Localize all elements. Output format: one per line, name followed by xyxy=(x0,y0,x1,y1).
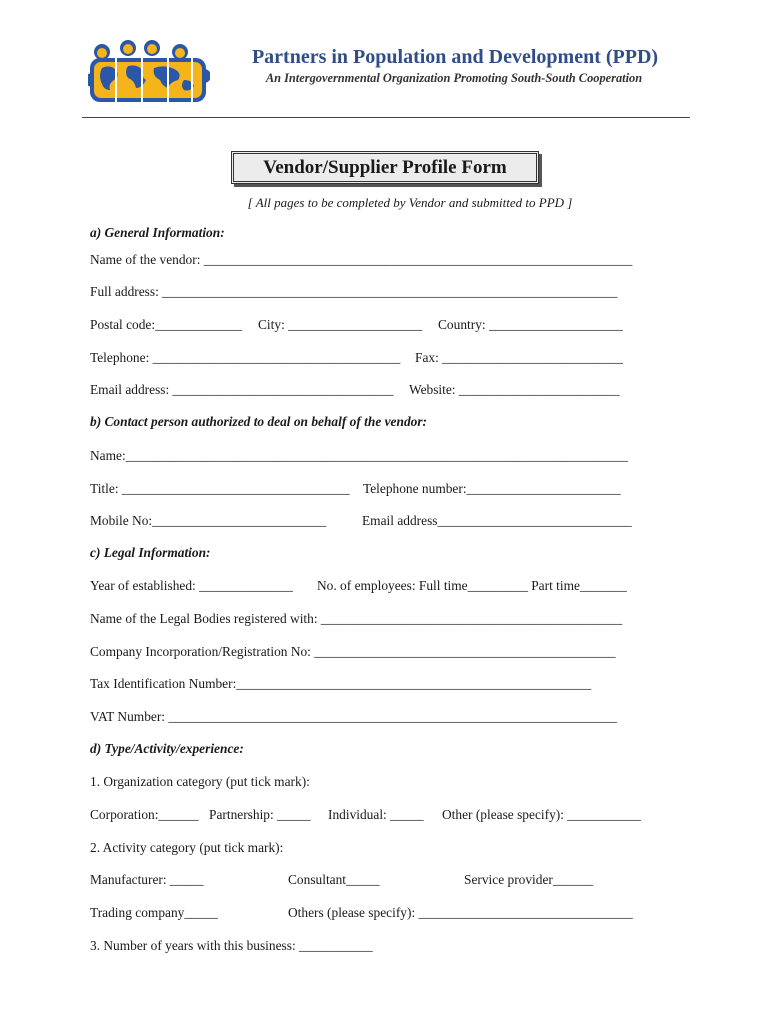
contact-title-field[interactable]: Title: __________________________________ xyxy=(90,481,350,496)
section-legal-heading: c) Legal Information: xyxy=(90,545,211,560)
incorporation-number-field[interactable]: Company Incorporation/Registration No: _____________________________________________ xyxy=(90,644,616,659)
section-general-heading: a) General Information: xyxy=(90,225,225,240)
years-in-business-field[interactable]: 3. Number of years with this business: ___________ xyxy=(90,938,373,953)
corporation-option[interactable]: Corporation:______ xyxy=(90,807,199,822)
vendor-name-field[interactable]: Name of the vendor: ________________________________________________________________ xyxy=(90,252,633,267)
ppd-logo xyxy=(88,40,210,104)
trading-company-option[interactable]: Trading company_____ xyxy=(90,905,218,920)
ppd-logo-graphic xyxy=(88,40,210,104)
individual-option[interactable]: Individual: _____ xyxy=(328,807,424,822)
org-subtitle: An Intergovernmental Organization Promoting South-South Cooperation xyxy=(265,71,643,85)
contact-name-field[interactable]: Name:___________________________________________________________________________ xyxy=(90,448,628,463)
consultant-option[interactable]: Consultant_____ xyxy=(288,872,380,887)
form-instruction: [ All pages to be completed by Vendor and submitted to PPD ] xyxy=(247,195,573,210)
section-type-heading: d) Type/Activity/experience: xyxy=(90,741,244,756)
telephone-field[interactable]: Telephone: _____________________________________ xyxy=(90,350,401,365)
others-activity-option[interactable]: Others (please specify): ________________________________ xyxy=(288,905,633,920)
other-org-option[interactable]: Other (please specify): ___________ xyxy=(442,807,641,822)
website-field[interactable]: Website: ________________________ xyxy=(409,382,620,397)
employees-field[interactable]: No. of employees: Full time_________ Part time_______ xyxy=(317,578,627,593)
country-field[interactable]: Country: ____________________ xyxy=(438,317,623,332)
postal-code-field[interactable]: Postal code:_____________ xyxy=(90,317,243,332)
manufacturer-option[interactable]: Manufacturer: _____ xyxy=(90,872,204,887)
org-title: Partners in Population and Development (PPD) xyxy=(251,46,659,68)
contact-mobile-field[interactable]: Mobile No:__________________________ xyxy=(90,513,327,528)
header-divider xyxy=(82,117,690,118)
partnership-option[interactable]: Partnership: _____ xyxy=(209,807,311,822)
form-title: Vendor/Supplier Profile Form xyxy=(231,151,539,184)
contact-telephone-field[interactable]: Telephone number:_______________________ xyxy=(363,481,621,496)
vat-number-field[interactable]: VAT Number: ___________________________________________________________________ xyxy=(90,709,617,724)
org-category-question: 1. Organization category (put tick mark): xyxy=(90,774,310,789)
activity-category-question: 2. Activity category (put tick mark): xyxy=(90,840,284,855)
year-established-field[interactable]: Year of established: ______________ xyxy=(90,578,293,593)
full-address-field[interactable]: Full address: ____________________________________________________________________ xyxy=(90,284,618,299)
service-provider-option[interactable]: Service provider______ xyxy=(464,872,594,887)
contact-email-field[interactable]: Email address_____________________________ xyxy=(362,513,632,528)
fax-field[interactable]: Fax: ___________________________ xyxy=(415,350,623,365)
tax-id-field[interactable]: Tax Identification Number:_____________________________________________________ xyxy=(90,676,592,691)
city-field[interactable]: City: ____________________ xyxy=(258,317,423,332)
legal-bodies-field[interactable]: Name of the Legal Bodies registered with: _____________________________________________ xyxy=(90,611,623,626)
email-field[interactable]: Email address: _________________________________ xyxy=(90,382,394,397)
section-contact-heading: b) Contact person authorized to deal on behalf of the vendor: xyxy=(90,414,428,429)
